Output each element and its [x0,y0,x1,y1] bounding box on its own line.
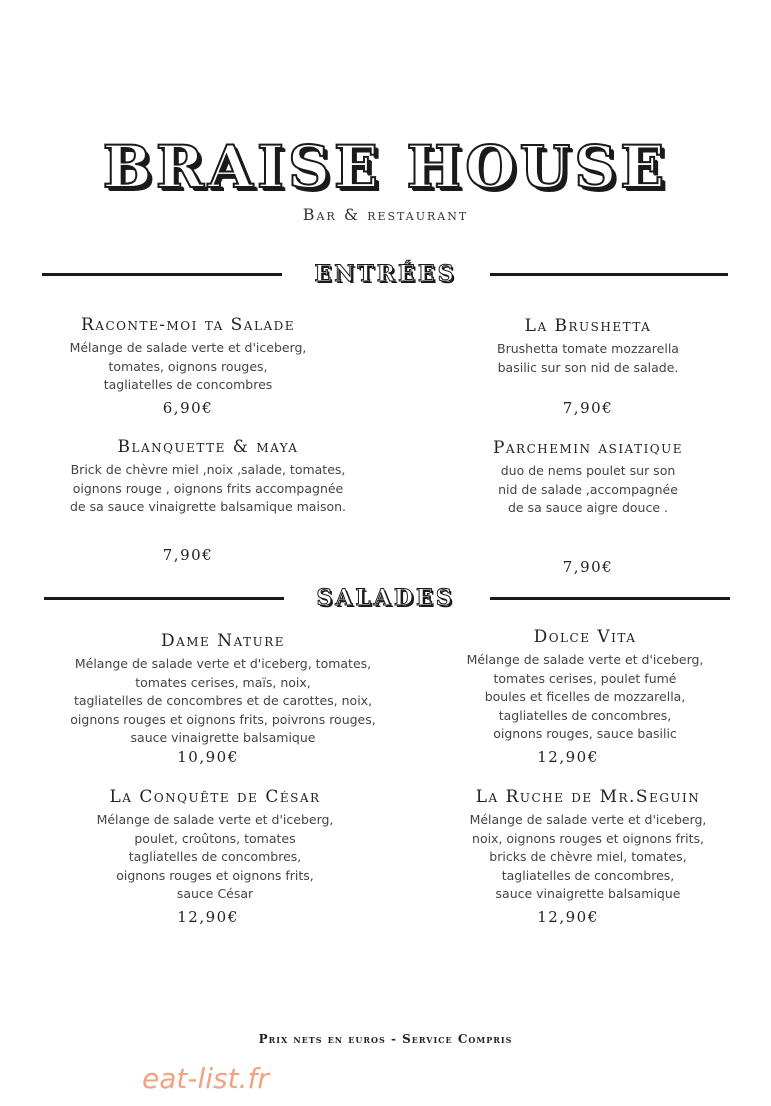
section-title-salades: SALADES [316,585,455,611]
item-name: Dolce Vita [533,627,637,647]
item-name: La Brushetta [524,316,652,336]
menu-item [430,315,746,377]
item-description: Mélange de salade verte et d'iceberg, tomates, tomates cerises, maïs, noix, tagliatelles de concombres et de carottes, noix, oignons rouges et oignons frits, poivrons rouges, sauce vinaigrette balsamique [70,656,376,745]
menu-item [30,314,346,395]
item-name: Raconte-moi ta Salade [80,315,295,335]
item-price: 7,90€ [562,558,614,576]
item-description: Mélange de salade verte et d'iceberg, tomates, oignons rouges, tagliatelles de concombres [69,340,307,392]
item-name: Dame Nature [160,631,286,651]
item-price: 10,90€ [177,748,239,766]
menu-item [30,630,416,748]
section-header-entrees [0,259,771,289]
item-price: 12,90€ [177,908,239,926]
item-description: Brick de chèvre miel ,noix ,salade, tomates, oignons rouge , oignons frits accompagnée de sa sauce vinaigrette balsamique maison. [69,462,347,514]
item-description: Mélange de salade verte et d'iceberg, tomates cerises, poulet fumé boules et ficelles de mozzarella, tagliatelles de concombres, oignons rouges, sauce basilic [466,652,704,741]
item-name: Blanquette & maya [117,437,299,457]
item-price: 6,90€ [162,399,214,417]
menu-item [430,437,746,518]
item-price: 7,90€ [162,546,214,564]
item-description: duo de nems poulet sur son nid de salade ,accompagnée de sa sauce aigre douce . [498,463,678,515]
item-name: Parchemin asiatique [492,438,684,458]
item-name: La Ruche de Mr.Seguin [475,787,701,807]
item-description: Brushetta tomate mozzarella basilic sur son nid de salade. [497,341,679,375]
menu-title: BRAISE HOUSE [102,133,669,201]
item-description: Mélange de salade verte et d'iceberg, poulet, croûtons, tomates tagliatelles de concombres, oignons rouges et oignons frits, sauce César [96,812,334,901]
section-header-salades [0,583,771,613]
item-price: 12,90€ [537,748,599,766]
watermark-logo: eat-list.fr [142,1062,269,1095]
menu-item [30,786,400,904]
menu-item [30,436,386,517]
item-price: 7,90€ [562,399,614,417]
item-name: La Conquête de César [109,787,321,807]
menu-subtitle: Bar & restaurant [302,205,469,224]
section-title-entrees: ENTRÉES [314,261,457,287]
item-description: Mélange de salade verte et d'iceberg, noix, oignons rouges et oignons frits, bricks de chèvre miel, tomates, tagliatelles de concombres, sauce vinaigrette balsamique [469,812,707,901]
menu-item [410,626,760,744]
footer-note: Prix nets en euros - Service Compris [258,1032,513,1046]
item-price: 12,90€ [537,908,599,926]
menu-item [420,786,756,904]
